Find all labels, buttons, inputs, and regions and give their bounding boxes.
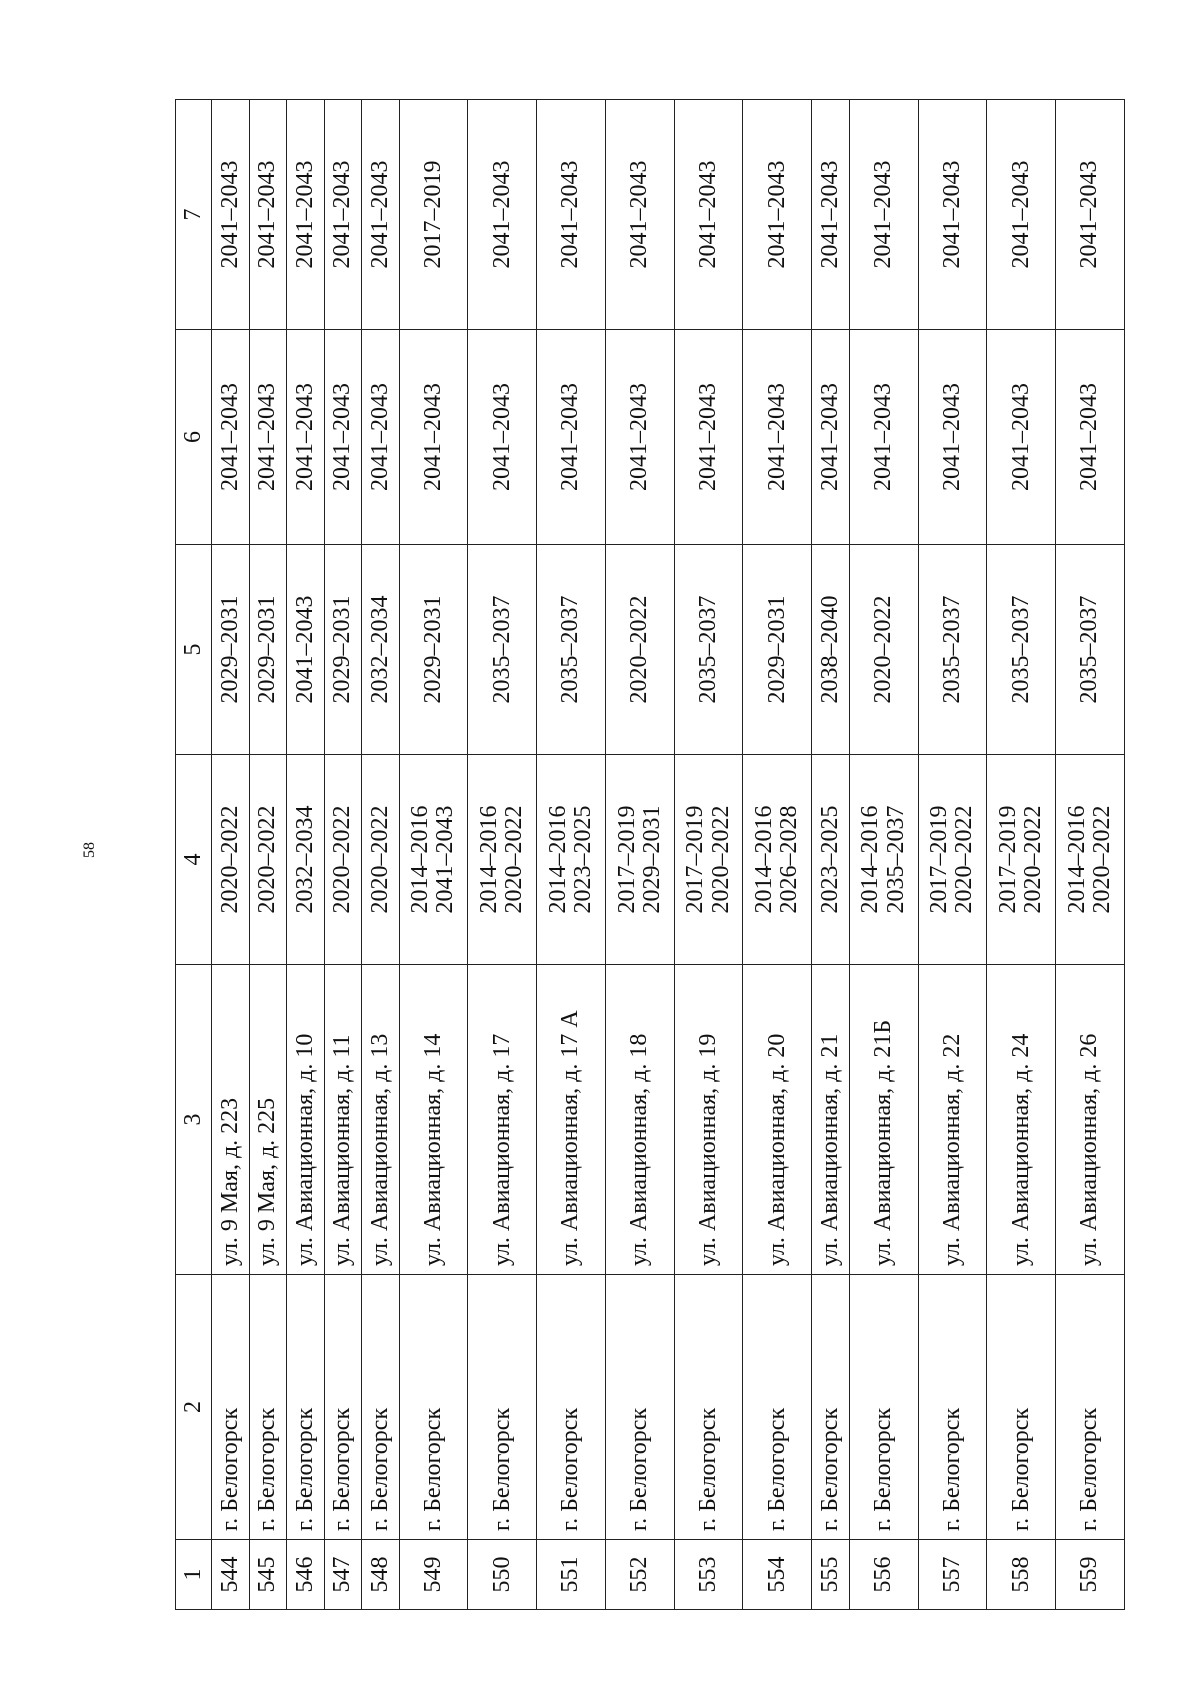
period-cell-7: 2041–2043: [362, 100, 400, 330]
period-cell-5: 2029–2031: [212, 545, 250, 755]
period-cell-7: 2041–2043: [537, 100, 606, 330]
period-cell-4: [468, 755, 537, 965]
period-cell-5: 2035–2037: [987, 545, 1056, 755]
period-cell-7: 2041–2043: [249, 100, 287, 330]
row-number: 553: [674, 1540, 743, 1610]
period-cell-6: 2041–2043: [918, 330, 987, 545]
city-cell: г. Белогорск: [849, 1275, 918, 1540]
address-cell: ул. Авиационная, д. 26: [1056, 965, 1125, 1275]
row-number: 554: [743, 1540, 812, 1610]
period-cell-7: 2041–2043: [743, 100, 812, 330]
row-number: 545: [249, 1540, 287, 1610]
period-cell-5: 2035–2037: [918, 545, 987, 755]
period-line: 2020–2022: [254, 805, 281, 914]
period-line: 2020–2022: [951, 805, 978, 914]
city-cell: г. Белогорск: [468, 1275, 537, 1540]
table-row: [812, 100, 850, 1610]
period-line: 2017–2019: [995, 805, 1022, 914]
period-cell-7: 2041–2043: [212, 100, 250, 330]
period-cell-4: [399, 755, 468, 965]
city-cell: г. Белогорск: [987, 1275, 1056, 1540]
period-cell-5: 2029–2031: [743, 545, 812, 755]
period-cell-6: 2041–2043: [287, 330, 325, 545]
period-cell-4: [362, 755, 400, 965]
period-cell-5: 2029–2031: [399, 545, 468, 755]
period-line: 2014–2016: [544, 805, 571, 914]
city-cell: г. Белогорск: [399, 1275, 468, 1540]
header-cell: 6: [176, 330, 212, 545]
address-cell: ул. Авиационная, д. 14: [399, 965, 468, 1275]
period-cell-7: 2041–2043: [468, 100, 537, 330]
period-line: 2020–2022: [501, 805, 528, 914]
period-cell-4: [324, 755, 362, 965]
header-cell: 5: [176, 545, 212, 755]
period-cell-7: 2041–2043: [1056, 100, 1125, 330]
period-line: 2020–2022: [1020, 805, 1047, 914]
table-row: [362, 100, 400, 1610]
period-cell-5: 2038–2040: [812, 545, 850, 755]
period-cell-7: 2041–2043: [324, 100, 362, 330]
table-row: [743, 100, 812, 1610]
period-line: 2032–2034: [291, 805, 318, 914]
row-number: 544: [212, 1540, 250, 1610]
period-cell-4: [287, 755, 325, 965]
period-line: 2041–2043: [432, 805, 459, 914]
period-cell-6: 2041–2043: [605, 330, 674, 545]
address-cell: ул. Авиационная, д. 17 А: [537, 965, 606, 1275]
period-cell-7: 2041–2043: [918, 100, 987, 330]
period-cell-4: [537, 755, 606, 965]
table-row: [324, 100, 362, 1610]
row-number: 558: [987, 1540, 1056, 1610]
period-line: 2020–2022: [366, 805, 393, 914]
period-cell-4: [605, 755, 674, 965]
address-cell: ул. Авиационная, д. 18: [605, 965, 674, 1275]
period-line: 2017–2019: [613, 805, 640, 914]
row-number: 552: [605, 1540, 674, 1610]
period-cell-6: 2041–2043: [399, 330, 468, 545]
row-number: 547: [324, 1540, 362, 1610]
table-row: [674, 100, 743, 1610]
header-cell: 4: [176, 755, 212, 965]
row-number: 548: [362, 1540, 400, 1610]
header-row: [176, 100, 212, 1610]
period-cell-5: 2035–2037: [1056, 545, 1125, 755]
row-number: 556: [849, 1540, 918, 1610]
period-cell-4: [987, 755, 1056, 965]
period-line: 2023–2025: [569, 805, 596, 914]
address-cell: ул. Авиационная, д. 19: [674, 965, 743, 1275]
period-line: 2020–2022: [707, 805, 734, 914]
register-table: [175, 99, 1125, 1610]
period-cell-5: 2029–2031: [324, 545, 362, 755]
table-row: [1056, 100, 1125, 1610]
address-cell: ул. Авиационная, д. 21Б: [849, 965, 918, 1275]
period-cell-5: 2035–2037: [674, 545, 743, 755]
period-line: 2020–2022: [1089, 805, 1116, 914]
address-cell: ул. Авиационная, д. 20: [743, 965, 812, 1275]
period-line: 2014–2016: [407, 805, 434, 914]
period-line: 2014–2016: [751, 805, 778, 914]
period-cell-7: 2041–2043: [287, 100, 325, 330]
period-cell-4: [674, 755, 743, 965]
period-cell-4: [918, 755, 987, 965]
city-cell: г. Белогорск: [1056, 1275, 1125, 1540]
period-line: 2035–2037: [882, 805, 909, 914]
header-cell: 3: [176, 965, 212, 1275]
period-cell-7: 2041–2043: [987, 100, 1056, 330]
address-cell: ул. Авиационная, д. 10: [287, 965, 325, 1275]
city-cell: г. Белогорск: [605, 1275, 674, 1540]
table-row: [537, 100, 606, 1610]
period-cell-6: 2041–2043: [324, 330, 362, 545]
period-cell-4: [212, 755, 250, 965]
city-cell: г. Белогорск: [287, 1275, 325, 1540]
city-cell: г. Белогорск: [249, 1275, 287, 1540]
period-line: 2020–2022: [216, 805, 243, 914]
table-body: [212, 100, 1125, 1610]
period-line: 2014–2016: [476, 805, 502, 914]
table-row: [987, 100, 1056, 1610]
period-cell-7: 2041–2043: [605, 100, 674, 330]
period-cell-7: 2041–2043: [674, 100, 743, 330]
address-cell: ул. 9 Мая, д. 223: [212, 965, 250, 1275]
header-cell: 1: [176, 1540, 212, 1610]
period-cell-6: 2041–2043: [212, 330, 250, 545]
period-cell-6: 2041–2043: [674, 330, 743, 545]
city-cell: г. Белогорск: [743, 1275, 812, 1540]
period-line: 2017–2019: [682, 805, 709, 914]
period-line: 2029–2031: [638, 805, 665, 914]
address-cell: ул. Авиационная, д. 22: [918, 965, 987, 1275]
period-cell-5: 2035–2037: [537, 545, 606, 755]
row-number: 551: [537, 1540, 606, 1610]
period-cell-5: 2020–2022: [849, 545, 918, 755]
city-cell: г. Белогорск: [537, 1275, 606, 1540]
period-cell-6: 2041–2043: [468, 330, 537, 545]
city-cell: г. Белогорск: [918, 1275, 987, 1540]
period-cell-4: [1056, 755, 1125, 965]
period-cell-4: [743, 755, 812, 965]
period-line: 2014–2016: [857, 805, 884, 914]
row-number: 549: [399, 1540, 468, 1610]
address-cell: ул. Авиационная, д. 24: [987, 965, 1056, 1275]
period-cell-5: 2035–2037: [468, 545, 537, 755]
address-cell: ул. 9 Мая, д. 225: [249, 965, 287, 1275]
period-cell-6: 2041–2043: [1056, 330, 1125, 545]
period-cell-6: 2041–2043: [812, 330, 850, 545]
period-cell-4: [812, 755, 850, 965]
table-row: [212, 100, 250, 1610]
period-cell-4: [249, 755, 287, 965]
city-cell: г. Белогорск: [812, 1275, 850, 1540]
period-cell-7: 2041–2043: [812, 100, 850, 330]
row-number: 555: [812, 1540, 850, 1610]
period-cell-4: [849, 755, 918, 965]
period-cell-6: 2041–2043: [987, 330, 1056, 545]
city-cell: г. Белогорск: [362, 1275, 400, 1540]
table-row: [468, 100, 537, 1610]
period-line: 2014–2016: [1063, 805, 1090, 914]
period-line: 2026–2028: [776, 805, 803, 914]
city-cell: г. Белогорск: [212, 1275, 250, 1540]
address-cell: ул. Авиационная, д. 11: [324, 965, 362, 1275]
row-number: 546: [287, 1540, 325, 1610]
period-cell-6: 2041–2043: [743, 330, 812, 545]
period-cell-5: 2029–2031: [249, 545, 287, 755]
row-number: 559: [1056, 1540, 1125, 1610]
period-cell-7: 2041–2043: [849, 100, 918, 330]
table-row: [605, 100, 674, 1610]
period-cell-6: 2041–2043: [249, 330, 287, 545]
header-cell: 2: [176, 1275, 212, 1540]
city-cell: г. Белогорск: [324, 1275, 362, 1540]
table-row: [287, 100, 325, 1610]
row-number: 550: [468, 1540, 537, 1610]
period-cell-6: 2041–2043: [537, 330, 606, 545]
table-row: [249, 100, 287, 1610]
table-row: [918, 100, 987, 1610]
period-line: 2020–2022: [329, 805, 356, 914]
header-cell: 7: [176, 100, 212, 330]
address-cell: ул. Авиационная, д. 13: [362, 965, 400, 1275]
address-cell: ул. Авиационная, д. 21: [812, 965, 850, 1275]
page-number: 58: [81, 842, 98, 858]
period-line: 2017–2019: [926, 805, 953, 914]
period-cell-5: 2032–2034: [362, 545, 400, 755]
period-line: 2023–2025: [816, 805, 843, 914]
table-row: [849, 100, 918, 1610]
period-cell-6: 2041–2043: [849, 330, 918, 545]
city-cell: г. Белогорск: [674, 1275, 743, 1540]
period-cell-5: 2020–2022: [605, 545, 674, 755]
period-cell-7: 2017–2019: [399, 100, 468, 330]
period-cell-5: 2041–2043: [287, 545, 325, 755]
table-row: [399, 100, 468, 1610]
table-container: [175, 100, 1125, 1610]
row-number: 557: [918, 1540, 987, 1610]
address-cell: ул. Авиационная, д. 17: [468, 965, 537, 1275]
period-cell-6: 2041–2043: [362, 330, 400, 545]
